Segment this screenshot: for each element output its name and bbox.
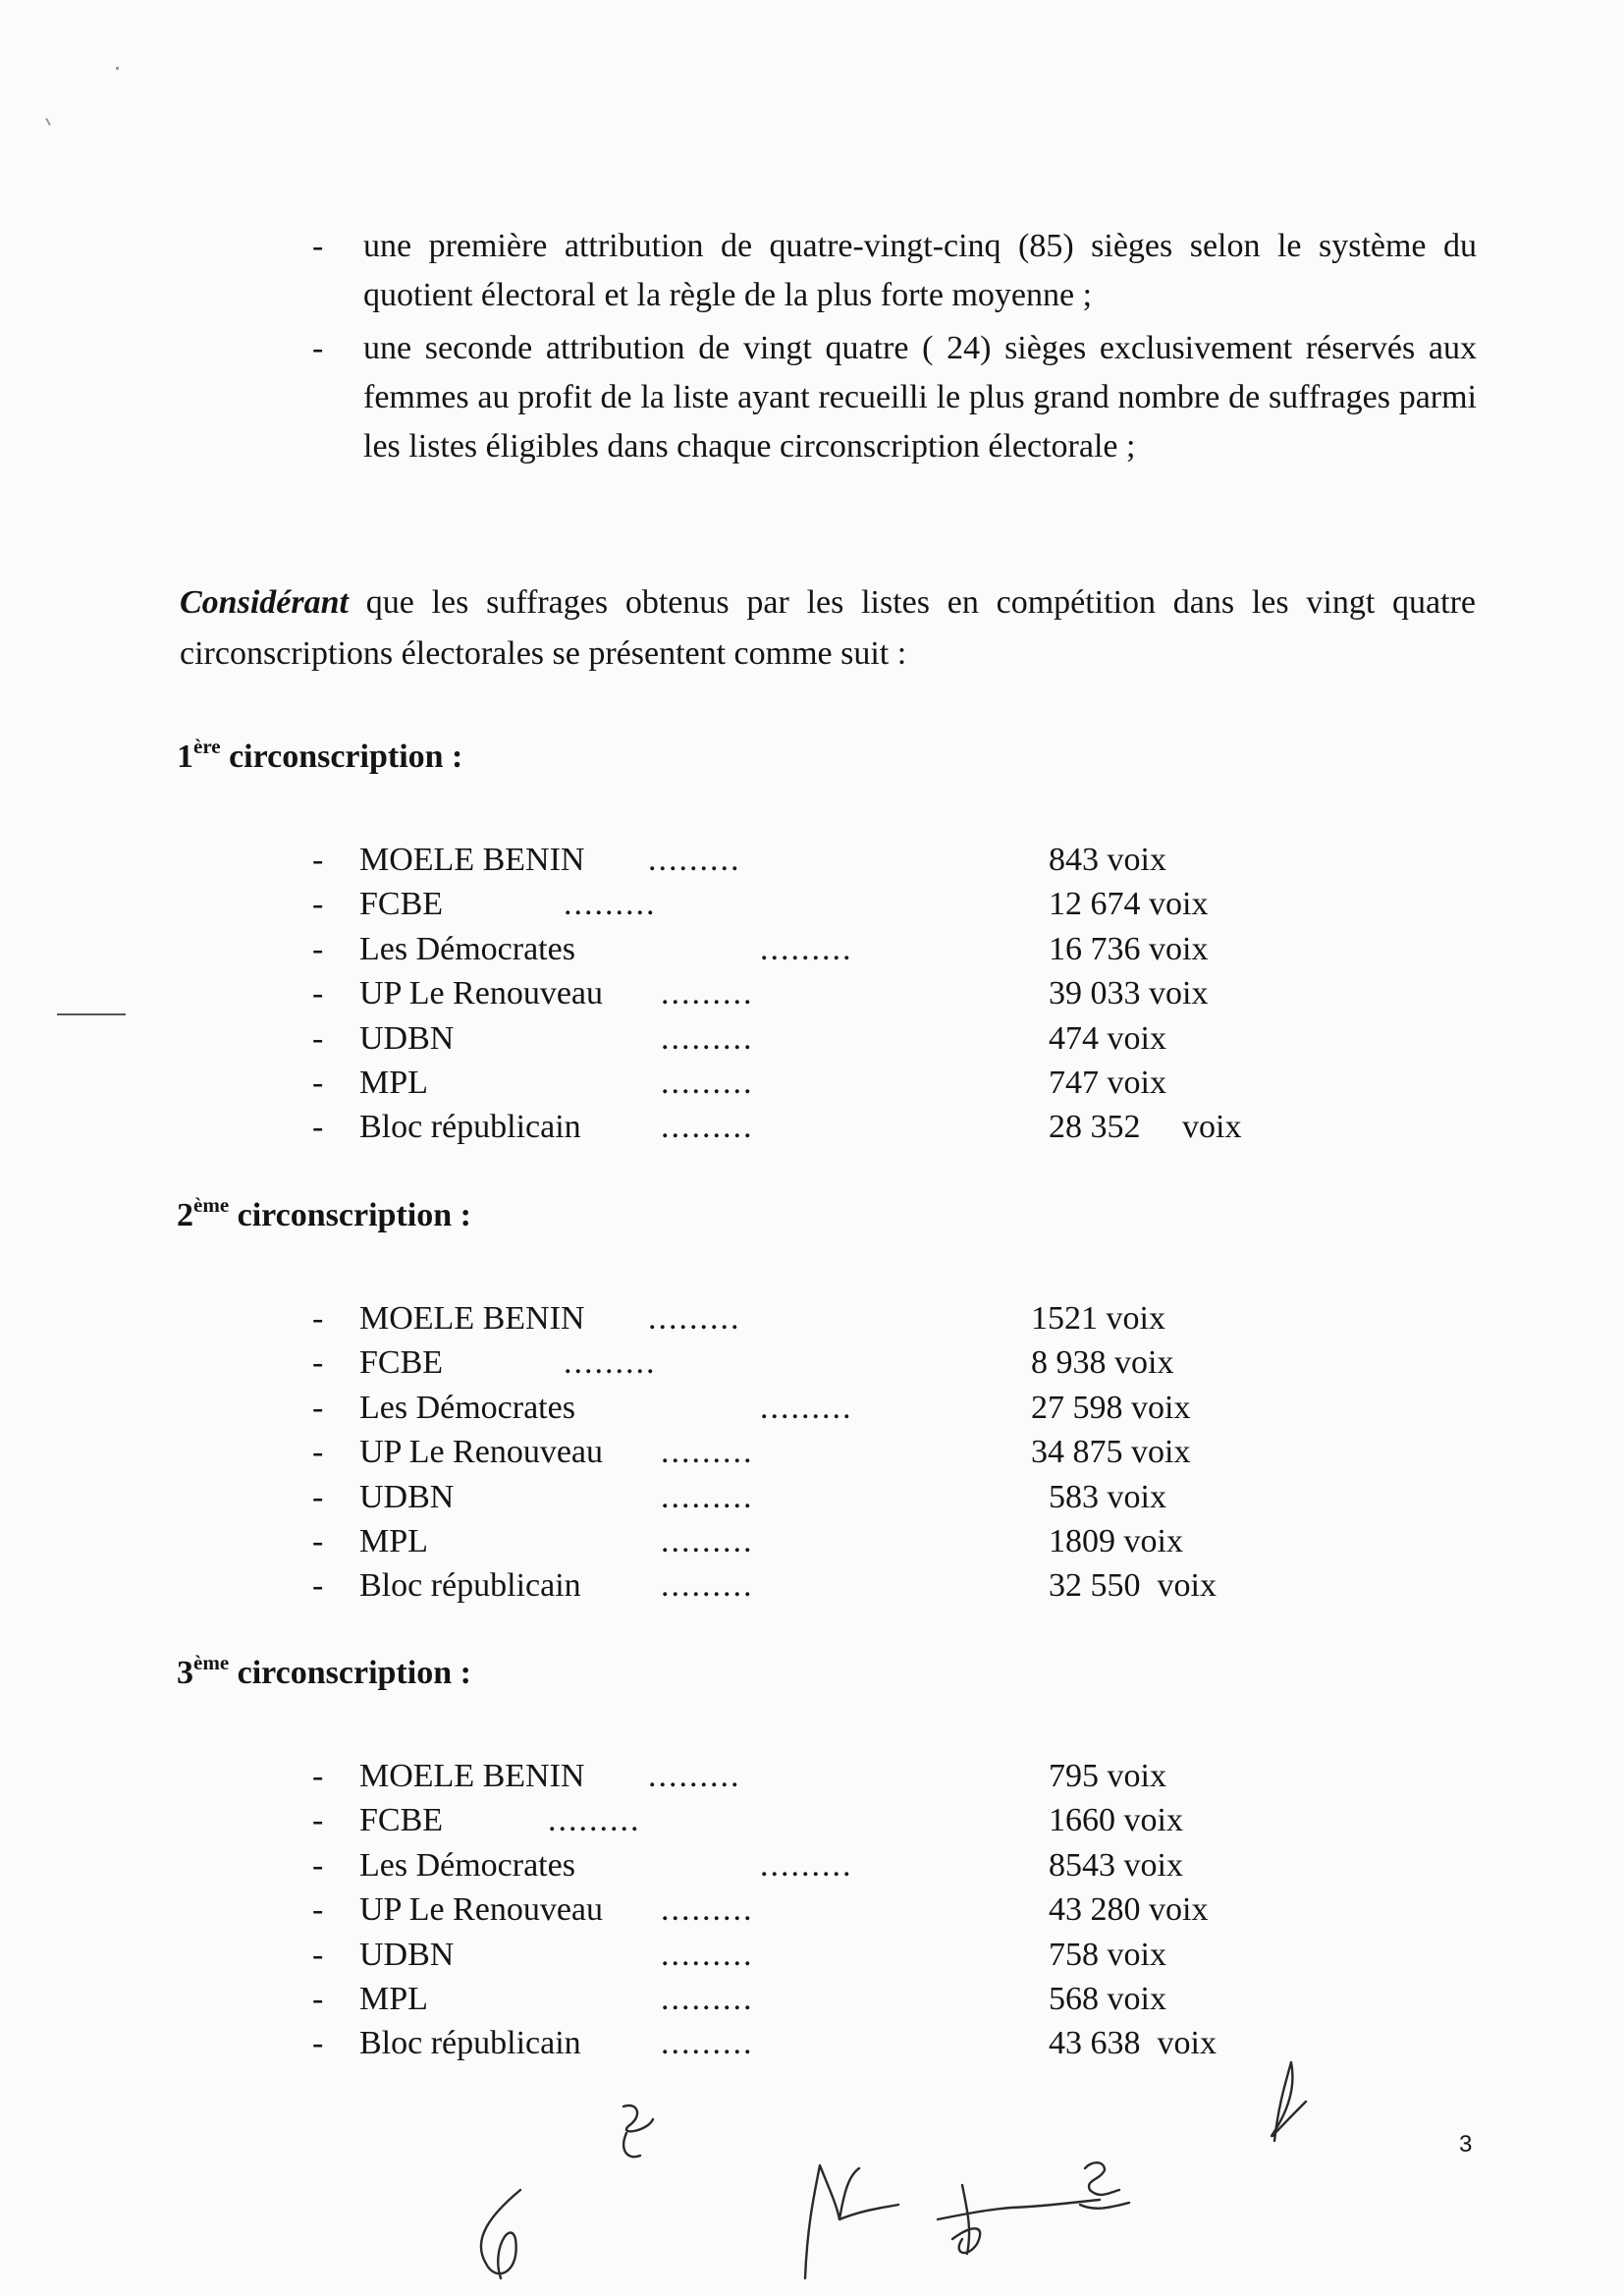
party-name: Les Démocrates xyxy=(359,930,575,967)
vote-row xyxy=(312,1340,1343,1385)
vote-row xyxy=(312,971,1343,1015)
vote-count: 758 voix xyxy=(1049,1936,1166,1973)
vote-list-circonscription-1 xyxy=(312,838,1343,1150)
dash-bullet: - xyxy=(312,1936,324,1973)
intro-item-text: une première attribution de quatre-vingt-cinq (85) sièges selon le système du quotient électoral et la règle de la plus forte moyenne ; xyxy=(363,228,1477,313)
leader-dots: ......... xyxy=(548,1802,641,1839)
vote-count: 27 598 voix xyxy=(1031,1389,1191,1426)
vote-count: 795 voix xyxy=(1049,1758,1166,1794)
party-name: Bloc républicain xyxy=(359,2025,581,2062)
dash-bullet: - xyxy=(312,1019,324,1057)
ordinal-suffix: ème xyxy=(193,1651,230,1674)
party-name: Les Démocrates xyxy=(359,1389,575,1426)
leader-dots: ......... xyxy=(648,1300,741,1337)
vote-count: 39 033 voix xyxy=(1049,975,1209,1012)
dash-bullet: - xyxy=(312,1891,324,1929)
vote-row xyxy=(312,882,1343,926)
party-name: Bloc républicain xyxy=(359,1567,581,1605)
leader-dots: ......... xyxy=(564,886,657,923)
party-name: FCBE xyxy=(359,886,444,923)
vote-count: 843 voix xyxy=(1049,842,1166,878)
dash-bullet: - xyxy=(312,2025,324,2062)
signature-stroke xyxy=(805,2165,898,2278)
dash-bullet: - xyxy=(312,1846,324,1884)
party-name: MPL xyxy=(359,1522,428,1559)
list-item xyxy=(312,324,1477,471)
vote-row xyxy=(312,1386,1343,1430)
party-name: Les Démocrates xyxy=(359,1846,575,1884)
party-name: MOELE BENIN xyxy=(359,842,585,878)
vote-count: 583 voix xyxy=(1049,1478,1166,1515)
party-name: FCBE xyxy=(359,1344,444,1382)
vote-row xyxy=(312,1933,1343,1977)
leader-dots: ......... xyxy=(760,1389,853,1426)
signature-stroke xyxy=(938,2185,1100,2254)
vote-row xyxy=(312,1977,1343,2021)
circonscription-title: circonscription : xyxy=(229,1197,471,1233)
signature-stroke xyxy=(1272,2062,1306,2141)
scan-speck xyxy=(116,67,119,70)
dash-bullet: - xyxy=(312,1478,324,1515)
vote-row xyxy=(312,1475,1343,1519)
leader-dots: ......... xyxy=(661,1434,754,1471)
leader-dots: ......... xyxy=(661,1064,754,1101)
vote-count: 568 voix xyxy=(1049,1980,1166,2017)
vote-count: 8 938 voix xyxy=(1031,1344,1174,1382)
dash-bullet: - xyxy=(312,1758,324,1794)
circonscription-title: circonscription : xyxy=(220,738,463,775)
circonscription-title: circonscription : xyxy=(229,1655,471,1691)
vote-row xyxy=(312,1016,1343,1061)
party-name: UP Le Renouveau xyxy=(359,1891,604,1929)
vote-row xyxy=(312,1843,1343,1887)
vote-row xyxy=(312,1105,1343,1149)
circonscription-number: 2 xyxy=(177,1197,193,1233)
circonscription-number: 3 xyxy=(177,1655,193,1691)
leader-dots: ......... xyxy=(661,1522,754,1559)
circonscription-heading-1 xyxy=(177,735,463,776)
dash-bullet: - xyxy=(312,886,324,923)
party-name: MPL xyxy=(359,1064,428,1101)
leader-dots: ......... xyxy=(661,1980,754,2017)
dash-bullet: - xyxy=(312,1109,324,1146)
scan-line xyxy=(57,1013,126,1015)
leader-dots: ......... xyxy=(760,930,853,967)
vote-row xyxy=(312,1519,1343,1563)
leader-dots: ......... xyxy=(661,1936,754,1973)
considerant-text: que les suffrages obtenus par les listes en compétition dans les vingt quatre circonscriptions électorales se présentent comme suit : xyxy=(180,584,1476,672)
leader-dots: ......... xyxy=(661,1019,754,1057)
party-name: UDBN xyxy=(359,1019,455,1057)
scan-speck xyxy=(45,118,51,126)
dash-bullet: - xyxy=(312,930,324,967)
vote-count: 28 352 voix xyxy=(1049,1109,1242,1146)
vote-count: 32 550 voix xyxy=(1049,1567,1217,1605)
vote-row xyxy=(312,1563,1343,1608)
dash-bullet: - xyxy=(312,1064,324,1101)
party-name: UDBN xyxy=(359,1936,455,1973)
considerant-lead: Considérant xyxy=(180,584,349,621)
party-name: MPL xyxy=(359,1980,428,2017)
vote-count: 16 736 voix xyxy=(1049,930,1209,967)
party-name: Bloc républicain xyxy=(359,1109,581,1146)
dash-bullet: - xyxy=(312,1300,324,1337)
leader-dots: ......... xyxy=(648,1758,741,1794)
party-name: UP Le Renouveau xyxy=(359,975,604,1012)
considerant-paragraph xyxy=(180,577,1476,680)
vote-count: 43 638 voix xyxy=(1049,2025,1217,2062)
vote-list-circonscription-3 xyxy=(312,1754,1343,2066)
vote-count: 34 875 voix xyxy=(1031,1434,1191,1471)
vote-row xyxy=(312,927,1343,971)
vote-count: 1809 voix xyxy=(1049,1522,1183,1559)
circonscription-heading-2 xyxy=(177,1193,471,1234)
leader-dots: ......... xyxy=(564,1344,657,1382)
vote-list-circonscription-2 xyxy=(312,1296,1343,1609)
dash-bullet: - xyxy=(312,228,324,264)
party-name: UDBN xyxy=(359,1478,455,1515)
circonscription-number: 1 xyxy=(177,738,193,775)
dash-bullet: - xyxy=(312,1980,324,2017)
leader-dots: ......... xyxy=(661,1109,754,1146)
ordinal-suffix: ère xyxy=(193,735,221,758)
leader-dots: ......... xyxy=(760,1846,853,1884)
handwritten-signatures xyxy=(452,2043,1335,2288)
leader-dots: ......... xyxy=(661,1567,754,1605)
dash-bullet: - xyxy=(312,1522,324,1559)
dash-bullet: - xyxy=(312,330,324,366)
intro-list xyxy=(312,222,1477,471)
dash-bullet: - xyxy=(312,1434,324,1471)
list-item xyxy=(312,222,1477,320)
page-number: 3 xyxy=(1459,2131,1473,2158)
dash-bullet: - xyxy=(312,1344,324,1382)
circonscription-heading-3 xyxy=(177,1651,471,1692)
vote-row xyxy=(312,1061,1343,1105)
dash-bullet: - xyxy=(312,1802,324,1839)
party-name: UP Le Renouveau xyxy=(359,1434,604,1471)
vote-count: 43 280 voix xyxy=(1049,1891,1209,1929)
leader-dots: ......... xyxy=(648,842,741,878)
dash-bullet: - xyxy=(312,975,324,1012)
intro-item-text: une seconde attribution de vingt quatre ( 24) sièges exclusivement réservés aux femmes au profit de la liste ayant recueilli le plus grand nombre de suffrages parmi les listes éligibles dans chaque circonscription électorale ; xyxy=(363,330,1477,465)
vote-row xyxy=(312,838,1343,882)
leader-dots: ......... xyxy=(661,1891,754,1929)
signature-stroke xyxy=(623,2105,653,2157)
vote-count: 747 voix xyxy=(1049,1064,1166,1101)
ordinal-suffix: ème xyxy=(193,1193,230,1217)
dash-bullet: - xyxy=(312,842,324,878)
party-name: FCBE xyxy=(359,1802,444,1839)
leader-dots: ......... xyxy=(661,2025,754,2062)
leader-dots: ......... xyxy=(661,975,754,1012)
vote-count: 1660 voix xyxy=(1049,1802,1183,1839)
vote-row xyxy=(312,1296,1343,1340)
vote-count: 12 674 voix xyxy=(1049,886,1209,923)
vote-count: 8543 voix xyxy=(1049,1846,1183,1884)
signature-stroke xyxy=(481,2190,520,2278)
leader-dots: ......... xyxy=(661,1478,754,1515)
vote-row xyxy=(312,1887,1343,1932)
vote-count: 1521 voix xyxy=(1031,1300,1165,1337)
party-name: MOELE BENIN xyxy=(359,1300,585,1337)
vote-row xyxy=(312,1754,1343,1798)
dash-bullet: - xyxy=(312,1389,324,1426)
vote-row xyxy=(312,1430,1343,1474)
vote-row xyxy=(312,1798,1343,1842)
party-name: MOELE BENIN xyxy=(359,1758,585,1794)
vote-count: 474 voix xyxy=(1049,1019,1166,1057)
dash-bullet: - xyxy=(312,1567,324,1605)
